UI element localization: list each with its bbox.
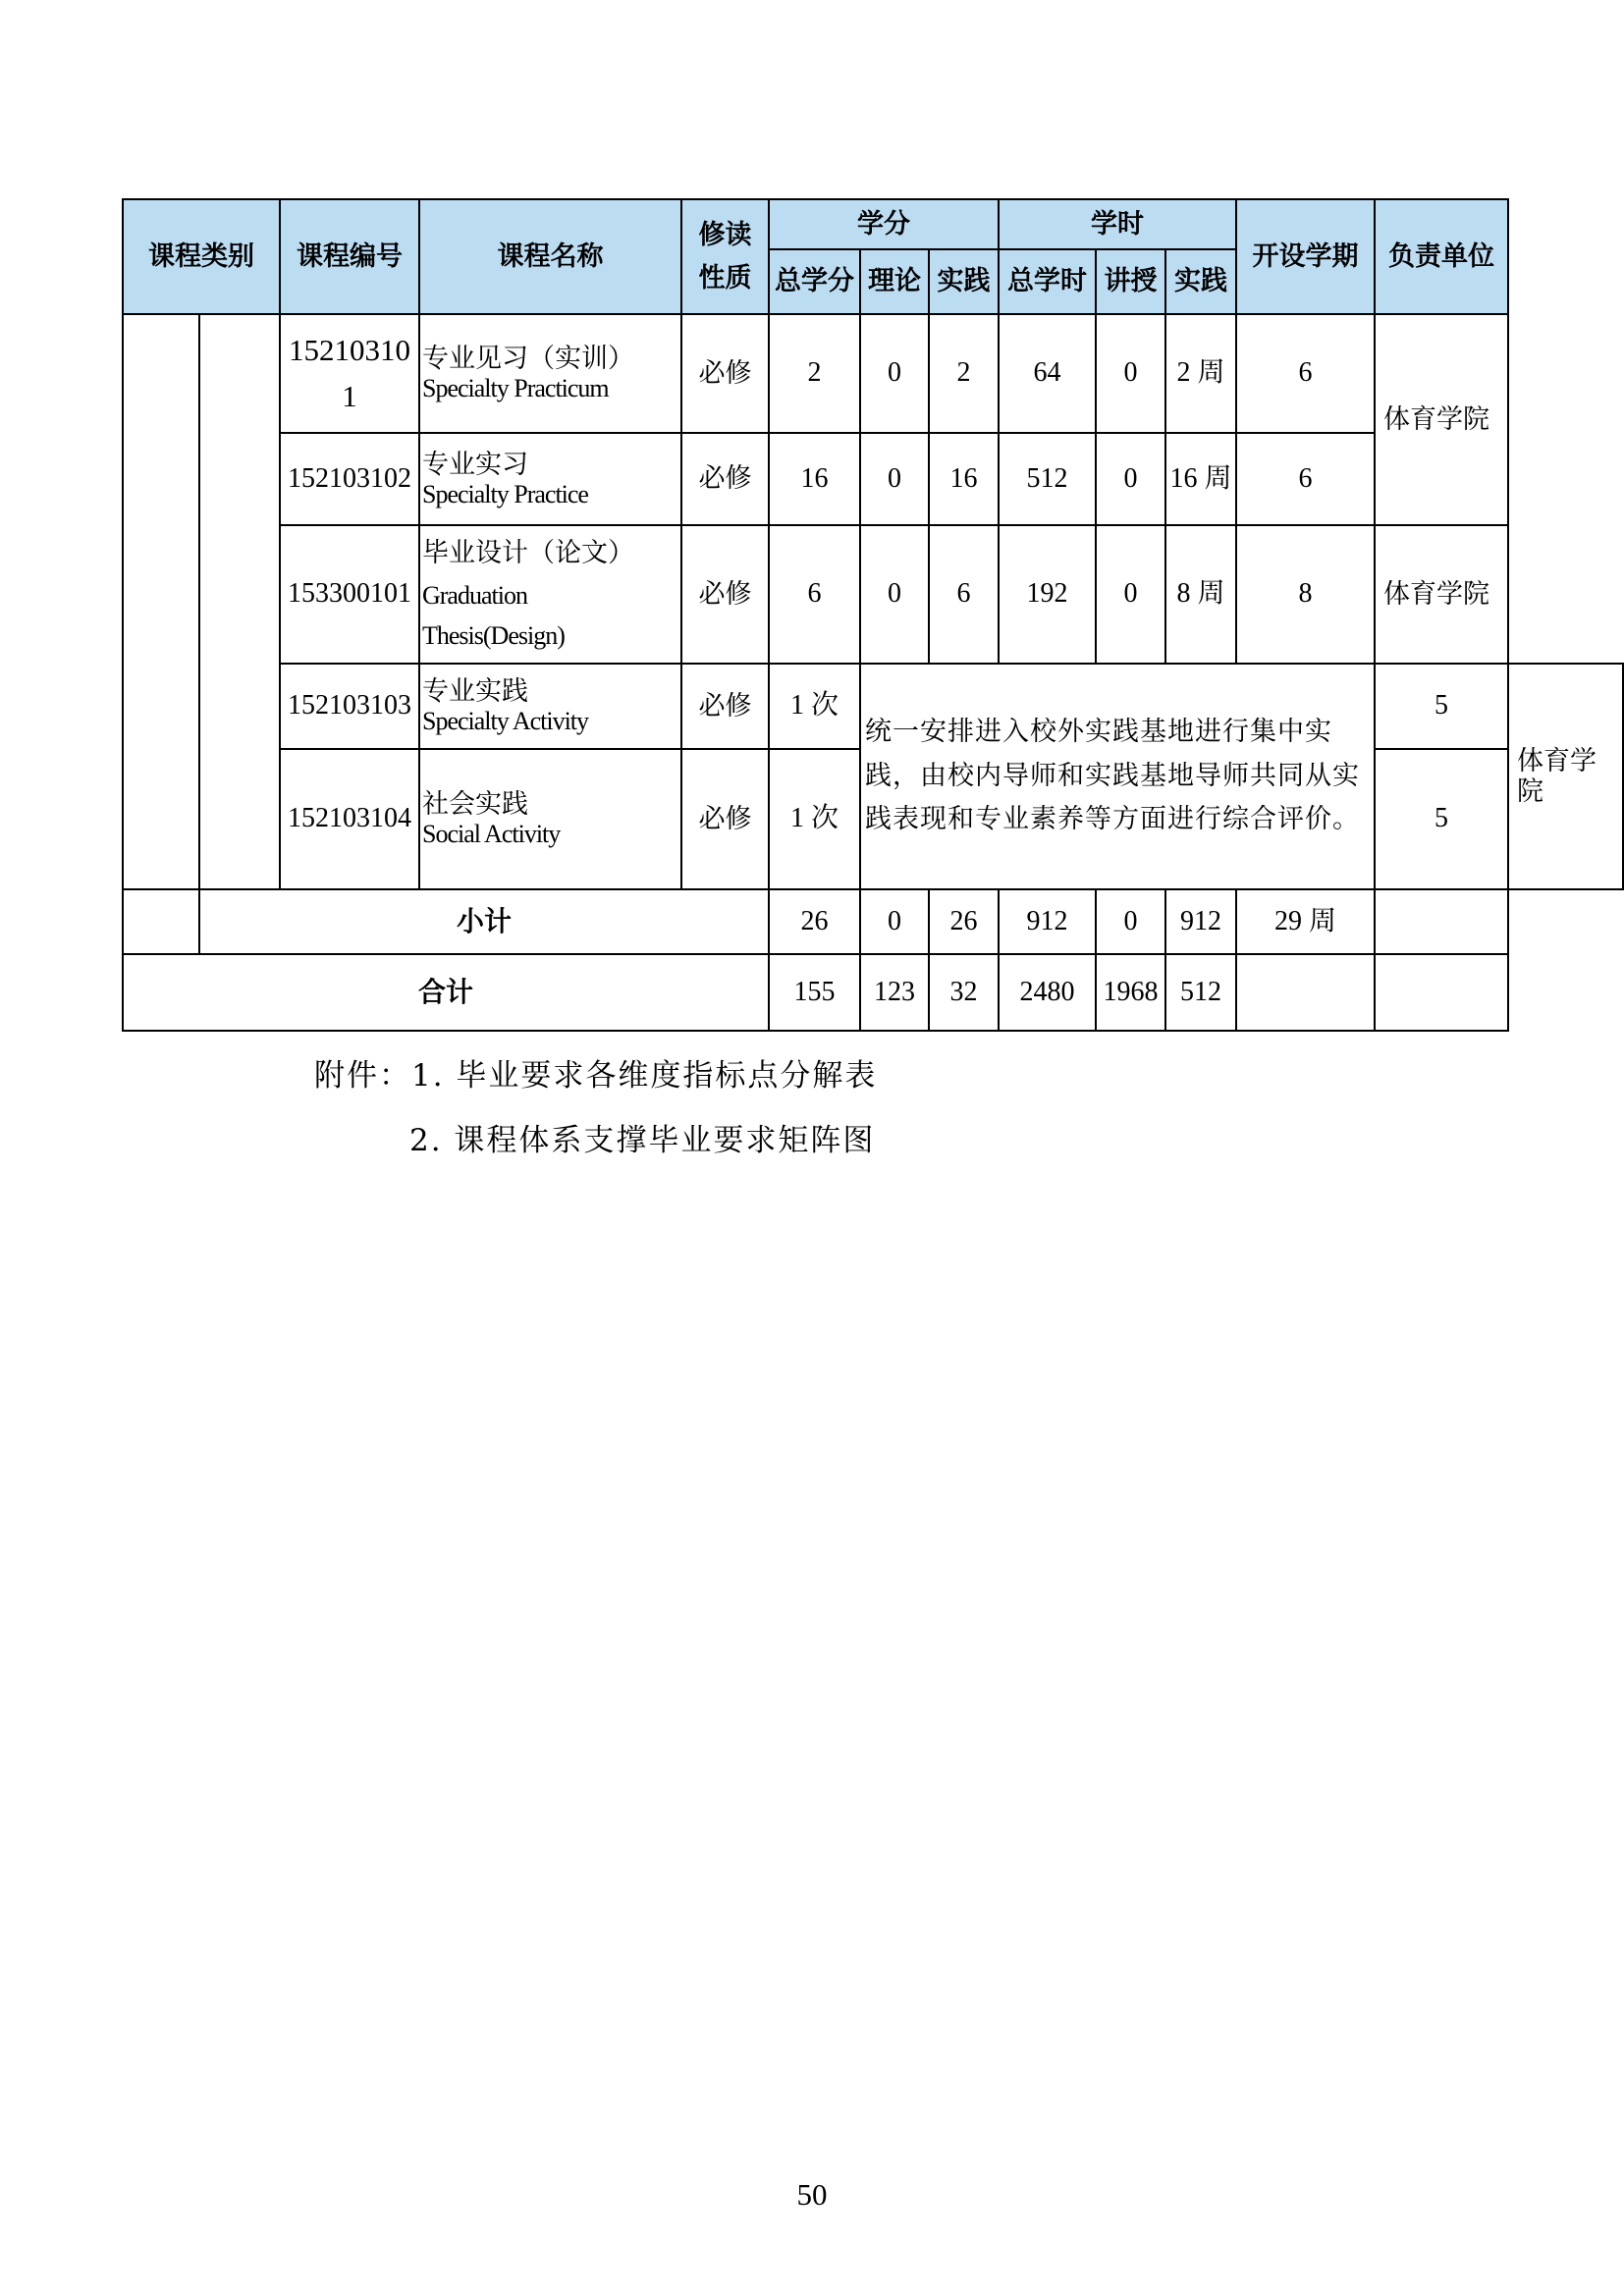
hours-practice: 16 周 [1165, 433, 1236, 525]
credit-total: 1 次 [769, 664, 860, 749]
course-name-zh: 专业实践 [422, 676, 528, 708]
subtotal-hours-total: 912 [999, 889, 1096, 954]
course-name [419, 525, 681, 664]
subtotal-hours-lecture: 0 [1096, 889, 1165, 954]
course-code: 152103104 [280, 749, 419, 889]
course-code: 152103102 [280, 433, 419, 525]
header-unit: 负责单位 [1375, 199, 1508, 314]
header-code: 课程编号 [280, 199, 419, 314]
credit-total: 2 [769, 314, 860, 433]
course-nature: 必修 [681, 749, 769, 889]
semester: 5 [1375, 664, 1508, 749]
semester: 8 [1236, 525, 1375, 664]
total-hours-practice: 512 [1165, 954, 1236, 1031]
hours-total: 192 [999, 525, 1096, 664]
course-name-en: Graduation Thesis(Design) [422, 580, 565, 651]
total-credit-theory: 123 [860, 954, 929, 1031]
hours-lecture: 0 [1096, 525, 1165, 664]
course-code: 152103103 [280, 664, 419, 749]
subtotal-credit-practice: 26 [929, 889, 999, 954]
header-semester: 开设学期 [1236, 199, 1375, 314]
subtotal-unit [1375, 889, 1508, 954]
semester: 6 [1236, 314, 1375, 433]
subtotal-credit-theory: 0 [860, 889, 929, 954]
category-cell-outer [123, 314, 199, 889]
course-code: 153300101 [280, 525, 419, 664]
hours-practice: 2 周 [1165, 314, 1236, 433]
course-code [280, 314, 419, 433]
course-name-en: Specialty Activity [422, 707, 589, 736]
credit-total: 6 [769, 525, 860, 664]
course-name [419, 314, 681, 433]
course-nature: 必修 [681, 433, 769, 525]
hours-total: 64 [999, 314, 1096, 433]
course-nature: 必修 [681, 525, 769, 664]
header-credit-theory: 理论 [860, 249, 929, 314]
credit-total: 16 [769, 433, 860, 525]
header-nature [681, 199, 769, 314]
credit-theory: 0 [860, 525, 929, 664]
header-hours-practice: 实践 [1165, 249, 1236, 314]
course-code-text: 152103101 [289, 333, 410, 413]
course-name [419, 664, 681, 749]
header-name: 课程名称 [419, 199, 681, 314]
course-name-en: Specialty Practicum [422, 374, 609, 403]
course-name-zh: 专业见习（实训） [422, 344, 634, 375]
curriculum-table [122, 198, 1624, 1032]
hours-lecture: 0 [1096, 433, 1165, 525]
header-row-1 [123, 199, 1623, 249]
course-name [419, 433, 681, 525]
total-semester [1236, 954, 1375, 1031]
category-cell-inner [199, 314, 280, 889]
hours-practice: 8 周 [1165, 525, 1236, 664]
header-hours-lecture: 讲授 [1096, 249, 1165, 314]
semester: 5 [1375, 749, 1508, 889]
page-number: 50 [796, 2177, 828, 2212]
subtotal-semester: 29 周 [1236, 889, 1375, 954]
credit-practice: 16 [929, 433, 999, 525]
total-credit-practice: 32 [929, 954, 999, 1031]
header-hours-group: 学时 [999, 199, 1236, 249]
course-name-en: Social Activity [422, 820, 561, 849]
header-credit-group: 学分 [769, 199, 999, 249]
total-row [123, 954, 1623, 1031]
subtotal-credit-total: 26 [769, 889, 860, 954]
responsible-unit: 体育学院 [1508, 664, 1623, 889]
credit-theory: 0 [860, 433, 929, 525]
course-name-zh: 社会实践 [422, 789, 528, 821]
practice-note: 统一安排进入校外实践基地进行集中实践，由校内导师和实践基地导师共同从实践表现和专业素养等方面进行综合评价。 [860, 664, 1375, 889]
semester: 6 [1236, 433, 1375, 525]
course-name-en: Specialty Practice [422, 479, 588, 508]
table-row [123, 314, 1623, 433]
total-credit-total: 155 [769, 954, 860, 1031]
total-label: 合计 [123, 954, 769, 1031]
course-nature: 必修 [681, 664, 769, 749]
subtotal-hours-practice: 912 [1165, 889, 1236, 954]
credit-theory: 0 [860, 314, 929, 433]
course-name [419, 749, 681, 889]
total-hours-lecture: 1968 [1096, 954, 1165, 1031]
credit-practice: 6 [929, 525, 999, 664]
header-hours-total: 总学时 [999, 249, 1096, 314]
table-row [123, 525, 1623, 664]
hours-lecture: 0 [1096, 314, 1165, 433]
header-category: 课程类别 [123, 199, 280, 314]
total-hours-total: 2480 [999, 954, 1096, 1031]
attachment-line-1: 附件：1. 毕业要求各维度指标点分解表 [314, 1058, 878, 1094]
attachment-line-2: 2. 课程体系支撑毕业要求矩阵图 [409, 1123, 876, 1158]
course-name-zh: 专业实习 [422, 449, 528, 480]
responsible-unit: 体育学院 [1375, 525, 1508, 664]
header-nature-text: 修读性质 [698, 220, 752, 294]
credit-practice: 2 [929, 314, 999, 433]
table-row [123, 664, 1623, 749]
course-name-zh: 毕业设计（论文） [422, 538, 634, 569]
course-nature: 必修 [681, 314, 769, 433]
category-cell-outer [123, 889, 199, 954]
header-credit-practice: 实践 [929, 249, 999, 314]
credit-total: 1 次 [769, 749, 860, 889]
total-unit [1375, 954, 1508, 1031]
header-credit-total: 总学分 [769, 249, 860, 314]
responsible-unit: 体育学院 [1375, 314, 1508, 525]
subtotal-label: 小计 [199, 889, 769, 954]
hours-total: 512 [999, 433, 1096, 525]
subtotal-row [123, 889, 1623, 954]
